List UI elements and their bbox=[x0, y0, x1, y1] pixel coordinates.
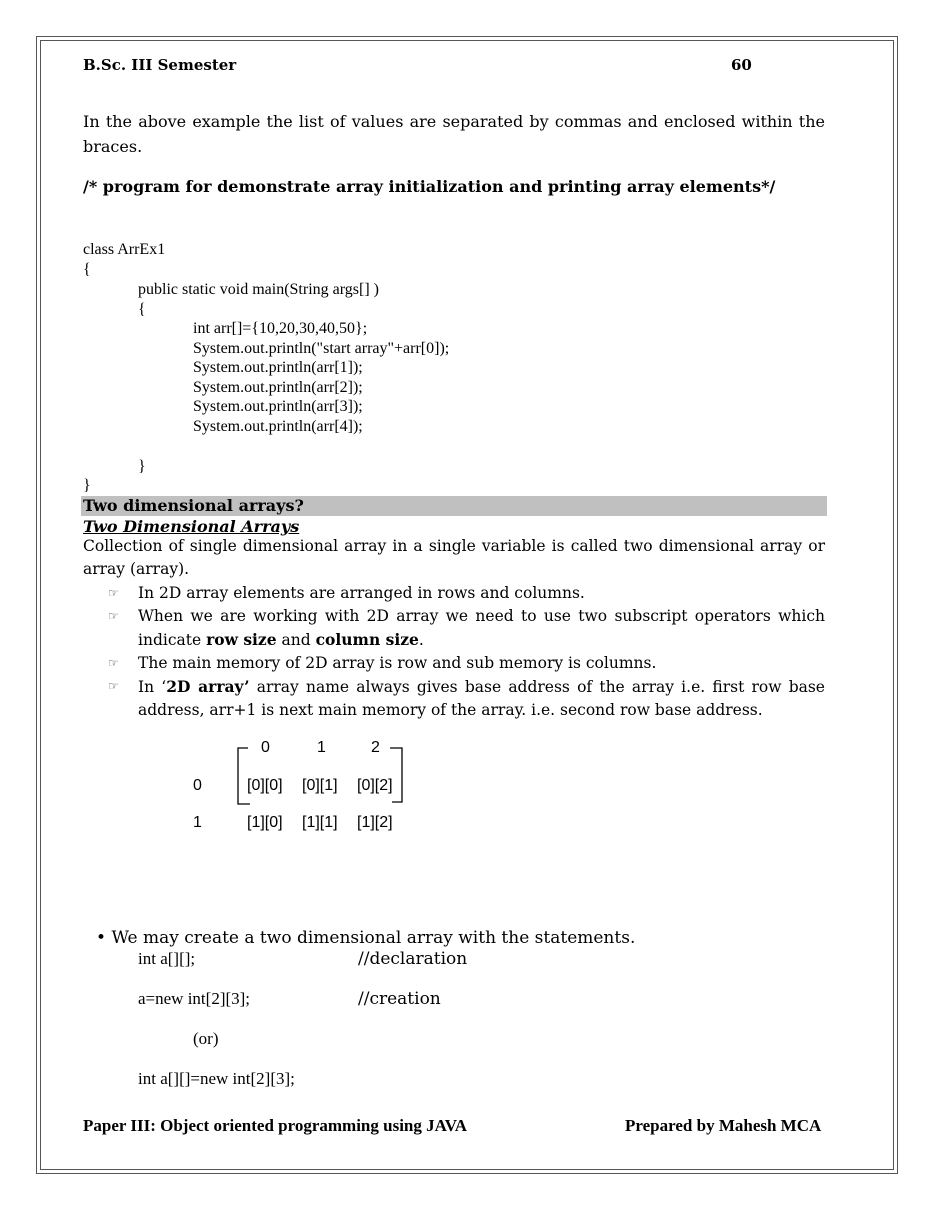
footer-author: Prepared by Mahesh MCA bbox=[625, 1116, 822, 1135]
header-page-number: 60 bbox=[731, 56, 752, 74]
code-line: System.out.println(arr[3]); bbox=[193, 398, 363, 415]
matrix-cell: [0][0] bbox=[247, 777, 283, 794]
matrix-col-header: 2 bbox=[371, 739, 380, 756]
code-line: } bbox=[83, 477, 91, 494]
list-item: ☞ When we are working with 2D array we need to use two subscript operators which indicate row size and column size. bbox=[108, 607, 825, 649]
pointing-hand-icon: ☞ bbox=[108, 656, 119, 670]
list-item: ☞ In 2D array elements are arranged in rows and columns. bbox=[108, 582, 825, 605]
creation-comment: //creation bbox=[358, 989, 441, 1009]
code-line: public static void main(String args[] ) bbox=[138, 281, 379, 298]
matrix-col-header: 0 bbox=[261, 739, 270, 756]
code-line: System.out.println(arr[1]); bbox=[193, 359, 363, 376]
program-heading: /* program for demonstrate array initialization and printing array elements*/ bbox=[83, 177, 776, 196]
creation-code: a=new int[2][3]; bbox=[138, 989, 251, 1008]
pointing-hand-icon: ☞ bbox=[108, 609, 119, 623]
code-line: System.out.println(arr[4]); bbox=[193, 418, 363, 435]
list-item: ☞ In ‘2D array’ array name always gives base address of the array i.e. first row base address, arr+1 is next main memory of the array. i.e. second row base address. bbox=[108, 677, 825, 719]
matrix-cell: [1][2] bbox=[357, 814, 393, 831]
matrix-cell: [0][1] bbox=[302, 777, 338, 794]
declaration-code: int a[][]; bbox=[138, 949, 196, 968]
code-line: int arr[]={10,20,30,40,50}; bbox=[193, 320, 368, 337]
code-line: } bbox=[138, 458, 146, 475]
combined-code: int a[][]=new int[2][3]; bbox=[138, 1069, 295, 1088]
statements-intro: • We may create a two dimensional array with the statements. bbox=[96, 928, 636, 948]
matrix-cell: [1][1] bbox=[302, 814, 338, 831]
code-line: System.out.println(arr[2]); bbox=[193, 379, 363, 396]
code-line: { bbox=[83, 261, 91, 278]
code-line: System.out.println("start array"+arr[0]); bbox=[193, 340, 450, 357]
bullet-dot-icon: • bbox=[96, 928, 107, 948]
or-separator: (or) bbox=[193, 1029, 219, 1048]
matrix-row-header: 1 bbox=[193, 814, 202, 831]
list-item: ☞ The main memory of 2D array is row and sub memory is columns. bbox=[108, 652, 825, 675]
section-title: Two dimensional arrays? bbox=[83, 496, 304, 515]
code-line: { bbox=[138, 301, 146, 318]
bullet-list bbox=[108, 582, 825, 722]
section-definition: Collection of single dimensional array in a single variable is called two dimensional array or array (array). bbox=[83, 537, 825, 578]
matrix-cell: [0][2] bbox=[357, 777, 393, 794]
matrix-cell: [1][0] bbox=[247, 814, 283, 831]
matrix-row-header: 0 bbox=[193, 777, 202, 794]
pointing-hand-icon: ☞ bbox=[108, 679, 119, 693]
code-line: class ArrEx1 bbox=[83, 241, 166, 258]
declaration-comment: //declaration bbox=[358, 949, 468, 969]
header-course: B.Sc. III Semester bbox=[83, 56, 237, 74]
pointing-hand-icon: ☞ bbox=[108, 586, 119, 600]
matrix-col-header: 1 bbox=[317, 739, 326, 756]
intro-paragraph: In the above example the list of values are separated by commas and enclosed within the braces. bbox=[83, 112, 825, 156]
footer-paper-title: Paper III: Object oriented programming using JAVA bbox=[83, 1116, 468, 1135]
section-subtitle: Two Dimensional Arrays bbox=[83, 517, 300, 536]
